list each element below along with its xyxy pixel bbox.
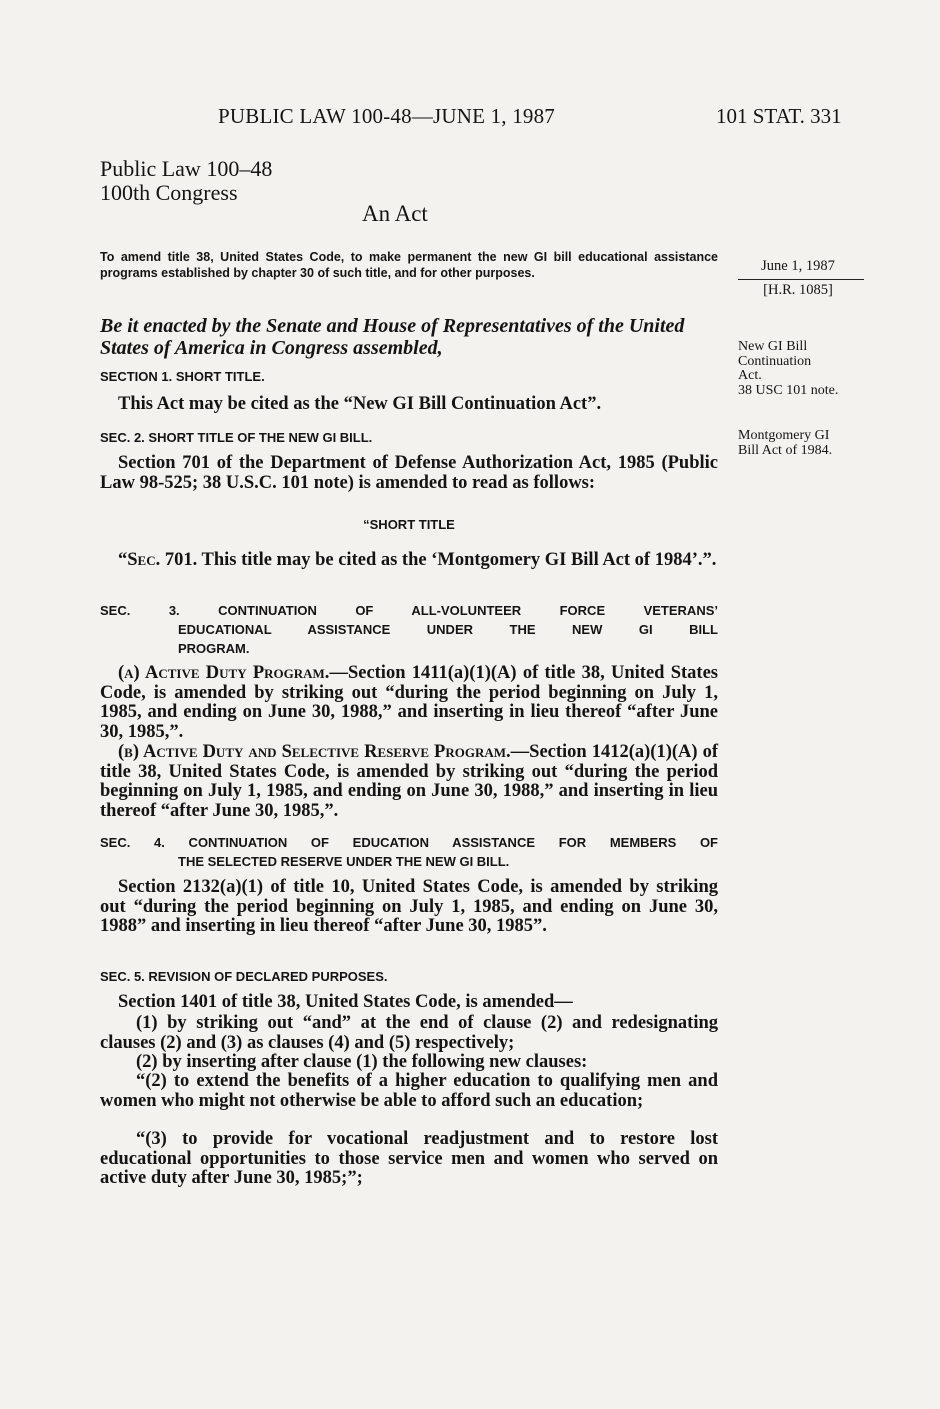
- section-4-heading: [100, 833, 718, 871]
- section-2-subheading: “SHORT TITLE: [363, 517, 455, 532]
- act-purpose: To amend title 38, United States Code, to make permanent the new GI bill educational assistance programs established by chapter 30 of such title, and for other purposes.: [100, 250, 718, 280]
- section-2-quoted-text: [100, 551, 718, 571]
- subsection-label: (b) Active Duty and Selective Reserve Program.: [118, 742, 511, 762]
- margin-note-line: Continuation: [738, 353, 812, 369]
- section-4-text: Section 2132(a)(1) of title 10, United States Code, is amended by striking out “during the period beginning on July 1, 1985, and ending on June 30, 1988” and inserting in lieu thereof “after June 30, 1985”.: [100, 877, 718, 936]
- act-label: An Act: [362, 201, 428, 226]
- subsection-body: —Section 1411(a)(1)(A) of title 38, United States Code, is amended by striking out “during the period beginning on July 1, 1985, and ending on June 30, 1988,” and inserting in lieu thereof “after June 30, 1985,”.: [100, 663, 718, 742]
- running-header-page: 101 STAT. 331: [716, 104, 842, 128]
- subsection-label: (a) Active Duty Program.: [118, 663, 330, 683]
- heading-line: EDUCATIONAL ASSISTANCE UNDER THE NEW GI BILL: [178, 622, 718, 637]
- heading-line: THE SELECTED RESERVE UNDER THE NEW GI BILL.: [178, 854, 510, 869]
- bleed-through-text: [430, 160, 434, 176]
- section-5-intro: Section 1401 of title 38, United States Code, is amended—: [118, 992, 573, 1012]
- running-header-title: PUBLIC LAW 100-48—JUNE 1, 1987: [218, 104, 556, 128]
- section-2-heading: SEC. 2. SHORT TITLE OF THE NEW GI BILL.: [100, 430, 373, 445]
- public-law-number: Public Law 100–48: [100, 156, 273, 181]
- heading-line: SEC. 3. CONTINUATION OF ALL-VOLUNTEER FORCE VETERANS’: [100, 603, 718, 618]
- heading-line: SEC. 4. CONTINUATION OF EDUCATION ASSISTANCE FOR MEMBERS OF: [100, 835, 718, 850]
- margin-note-line: Bill Act of 1984.: [738, 442, 833, 458]
- enacting-clause: Be it enacted by the Senate and House of Representatives of the United States of America in Congress assembled,: [100, 315, 685, 359]
- margin-note-line: Act.: [738, 368, 762, 383]
- section-number-label: “Sec.: [118, 550, 161, 570]
- section-1-heading: SECTION 1. SHORT TITLE.: [100, 369, 265, 384]
- section-3b-text: [100, 743, 718, 821]
- margin-date: June 1, 1987: [761, 258, 835, 274]
- margin-note-short-title-1: [738, 340, 838, 398]
- margin-note-line: New GI Bill: [738, 339, 808, 354]
- heading-line: PROGRAM.: [178, 641, 250, 656]
- margin-note-line: Montgomery GI: [738, 428, 830, 443]
- section-5-quoted-clause-2: “(2) to extend the benefits of a higher education to qualifying men and women who might not otherwise be able to afford such an education;: [100, 1071, 718, 1111]
- subsection-body: —Section 1412(a)(1)(A) of title 38, United States Code, is amended by striking out “during the period beginning on July 1, 1985, and ending on June 30, 1988,” and inserting in lieu thereof “after June 30, 1985,”.: [100, 742, 718, 821]
- section-3a-text: [100, 664, 718, 742]
- margin-note-line: 38 USC 101 note.: [738, 382, 839, 398]
- section-3-heading: [100, 601, 718, 658]
- congress-number: 100th Congress: [100, 180, 238, 205]
- margin-bill-number: [H.R. 1085]: [763, 282, 833, 298]
- quoted-short-title: 701. This title may be cited as the ‘Montgomery GI Bill Act of 1984’.”.: [160, 550, 717, 570]
- margin-rule: [738, 279, 864, 280]
- section-2-text: Section 701 of the Department of Defense Authorization Act, 1985 (Public Law 98-525; 38 U.S.C. 101 note) is amended to read as follows:: [100, 453, 718, 493]
- section-5-clause-2: (2) by inserting after clause (1) the following new clauses:: [136, 1052, 588, 1072]
- section-5-clause-1: (1) by striking out “and” at the end of clause (2) and redesignating clauses (2) and (3) as clauses (4) and (5) respectively;: [100, 1013, 718, 1053]
- section-1-text: This Act may be cited as the “New GI Bill Continuation Act”.: [118, 394, 602, 414]
- section-5-quoted-clause-3: “(3) to provide for vocational readjustment and to restore lost educational opportunities to those service men and women who served on active duty after June 30, 1985;”;: [100, 1129, 718, 1188]
- section-5-heading: SEC. 5. REVISION OF DECLARED PURPOSES.: [100, 969, 388, 984]
- margin-note-short-title-2: [738, 429, 832, 458]
